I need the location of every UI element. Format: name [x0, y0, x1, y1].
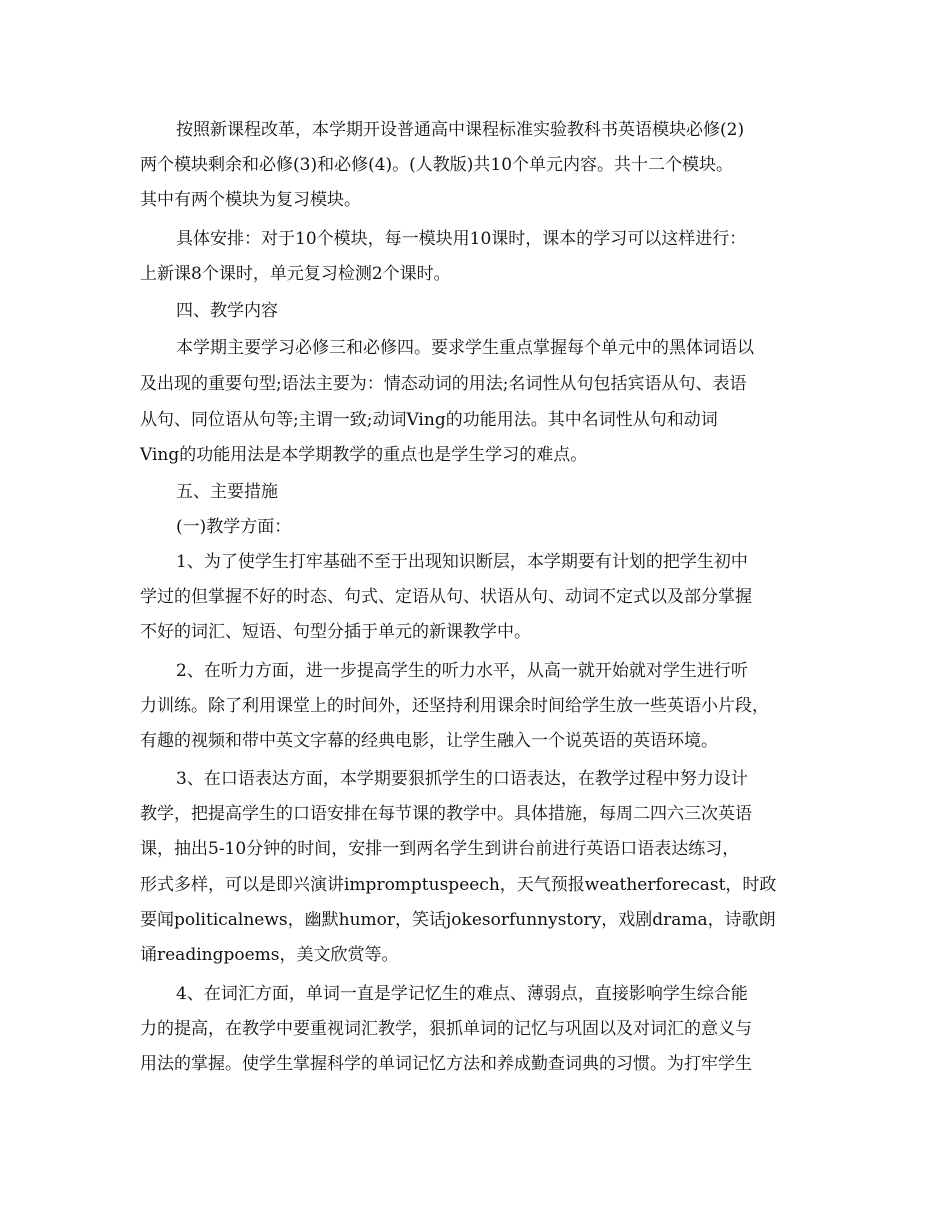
text-line: 学过的但掌握不好的时态、句式、定语从句、状语从句、动词不定式以及部分掌握 — [140, 587, 752, 607]
section-heading: 五、主要措施 — [176, 482, 278, 502]
text-line: 及出现的重要句型;语法主要为：情态动词的用法;名词性从句包括宾语从句、表语 — [140, 374, 747, 394]
text-line: 3、在口语表达方面，本学期要狠抓学生的口语表达，在教学过程中努力设计 — [176, 769, 748, 789]
text-line: 两个模块剩余和必修(3)和必修(4)。(人教版)共10个单元内容。共十二个模块。 — [140, 155, 734, 175]
text-line: 2、在听力方面，进一步提高学生的听力水平，从高一就开始就对学生进行听 — [176, 661, 748, 681]
text-line: 用法的掌握。使学生掌握科学的单词记忆方法和养成勤查词典的习惯。为打牢学生 — [140, 1054, 752, 1074]
text-line: 形式多样，可以是即兴演讲impromptuspeech，天气预报weatherforecast，时政 — [140, 875, 777, 895]
text-line: 教学，把提高学生的口语安排在每节课的教学中。具体措施，每周二四六三次英语 — [140, 804, 752, 824]
text-line: 从句、同位语从句等;主谓一致;动词Ving的功能用法。其中名词性从句和动词 — [140, 410, 718, 430]
text-line: Ving的功能用法是本学期教学的重点也是学生学习的难点。 — [140, 445, 588, 465]
text-line: 要闻politicalnews，幽默humor，笑话jokesorfunnystory，戏剧drama，诗歌朗 — [140, 910, 776, 930]
text-line: 本学期主要学习必修三和必修四。要求学生重点掌握每个单元中的黑体词语以 — [176, 338, 754, 358]
text-line: 其中有两个模块为复习模块。 — [140, 190, 361, 210]
text-line: 诵readingpoems，美文欣赏等。 — [140, 945, 399, 965]
text-line: 不好的词汇、短语、句型分插于单元的新课教学中。 — [140, 622, 531, 642]
text-line: 具体安排：对于10个模块，每一模块用10课时，课本的学习可以这样进行： — [176, 229, 747, 249]
section-heading: 四、教学内容 — [176, 301, 278, 321]
text-line: 4、在词汇方面，单词一直是学记忆生的难点、薄弱点，直接影响学生综合能 — [176, 984, 748, 1004]
text-line: 上新课8个课时，单元复习检测2个课时。 — [140, 264, 451, 284]
text-line: 力训练。除了利用课堂上的时间外，还坚持利用课余时间给学生放一些英语小片段， — [140, 696, 769, 716]
text-line: 课，抽出5-10分钟的时间，安排一到两名学生到讲台前进行英语口语表达练习， — [140, 839, 740, 859]
subsection-heading: (一)教学方面： — [176, 517, 292, 537]
text-line: 按照新课程改革，本学期开设普通高中课程标准实验教科书英语模块必修(2) — [176, 120, 745, 140]
text-line: 力的提高，在教学中要重视词汇教学，狠抓单词的记忆与巩固以及对词汇的意义与 — [140, 1019, 752, 1039]
text-line: 1、为了使学生打牢基础不至于出现知识断层，本学期要有计划的把学生初中 — [176, 552, 748, 572]
text-line: 有趣的视频和带中英文字幕的经典电影，让学生融入一个说英语的英语环境。 — [140, 731, 718, 751]
